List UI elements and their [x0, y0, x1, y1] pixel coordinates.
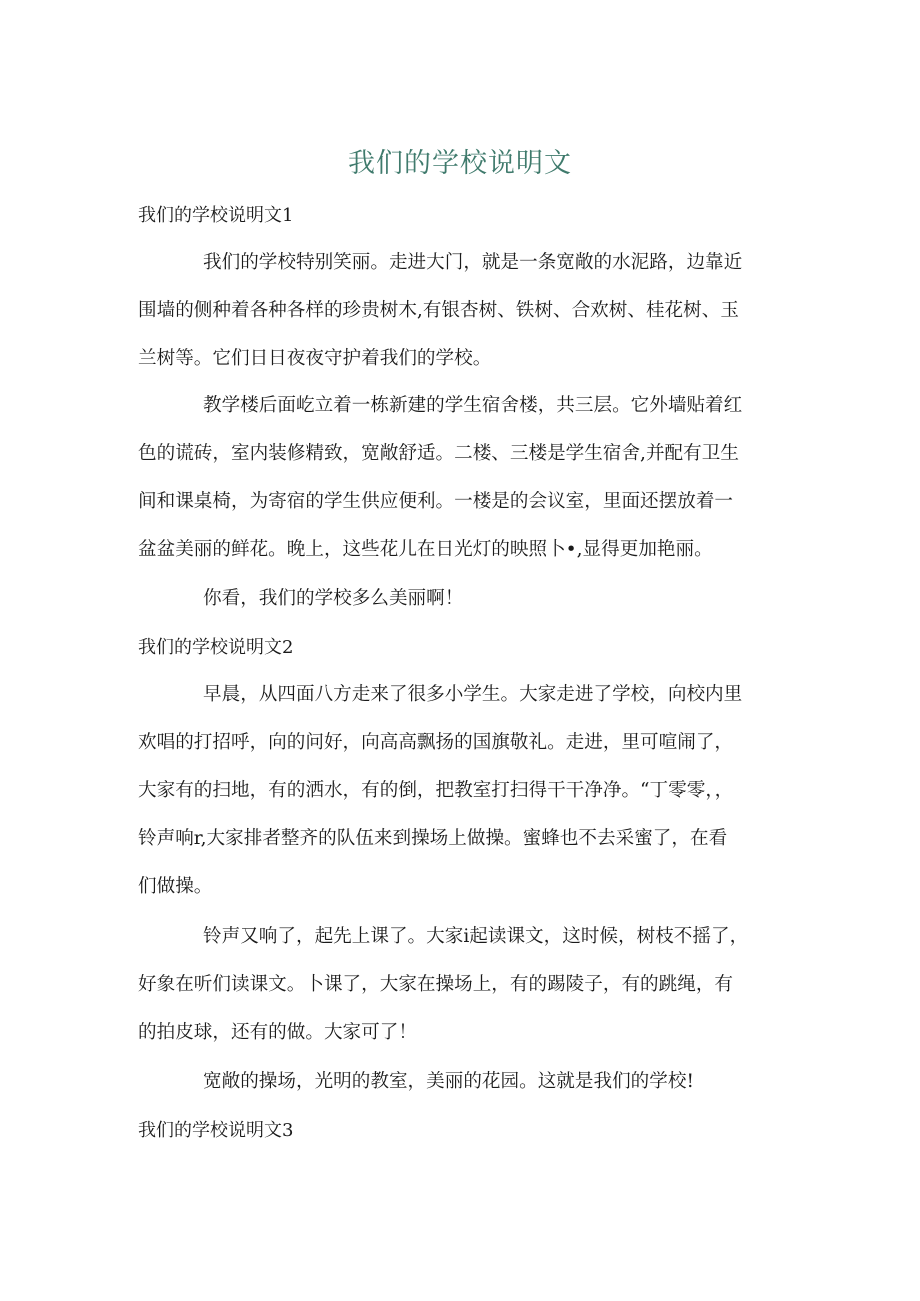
- paragraph-2-3: [138, 1058, 782, 1106]
- section-heading-2: 我们的学校说明文2: [138, 637, 294, 658]
- paragraph-2-2: [138, 913, 782, 1057]
- paragraph-line: 间和课桌椅，为寄宿的学生供应便利。一楼是的会议室，里面还摆放着一: [138, 491, 734, 512]
- paragraph-line: 的拍皮球，还有的做。大家可了！: [138, 1022, 417, 1043]
- paragraph-1-1: [138, 239, 782, 383]
- section-heading-1: 我们的学校说明文1: [138, 205, 294, 226]
- paragraph-line: 我们的学校特别笑丽。走进大门，就是一条宽敞的水泥路，边靠近: [203, 252, 743, 273]
- paragraph-line: 们做操。: [138, 876, 213, 897]
- paragraph-line: 铃声又响了，起先上课了。大家i起读课文，这时候，树枝不摇了，: [203, 926, 749, 947]
- paragraph-2-1: [138, 671, 782, 911]
- paragraph-line: 兰树等。它们日日夜夜守护着我们的学校。: [138, 348, 492, 369]
- paragraph-line: 盆盆美丽的鲜花。晚上，这些花儿在日光灯的映照卜•,显得更加艳丽。: [138, 539, 713, 560]
- paragraph-line: 欢唱的打招呼，向的问好，向高高飘扬的国旗敬礼。走进，里可喧闹了，: [138, 732, 734, 753]
- paragraph-line: 好象在听们读课文。卜课了，大家在操场上，有的踢陵子，有的跳绳，有: [138, 974, 734, 995]
- paragraph-line: 大家有的扫地，有的洒水，有的倒，把教室打扫得干干净净。“丁零零，，: [138, 780, 734, 801]
- section-heading-3: 我们的学校说明文3: [138, 1120, 294, 1141]
- paragraph-line: 铃声响r,大家排者整齐的队伍来到操场上做操。蜜蜂也不去采蜜了，在看: [138, 828, 728, 849]
- paragraph-line: 早晨，从四面八方走来了很多小学生。大家走进了学校，向校内里: [203, 684, 743, 705]
- paragraph-1-2: [138, 382, 782, 574]
- paragraph-line: 围墙的侧种着各种各样的珍贵树木,有银杏树、铁树、合欢树、桂花树、玉: [138, 300, 739, 321]
- paragraph-line: 你看，我们的学校多么美丽啊！: [203, 588, 464, 609]
- document-title: 我们的学校说明文: [348, 148, 572, 179]
- paragraph-line: 色的谎砖，室内装修精致，宽敞舒适。二楼、三楼是学生宿舍,并配有卫生: [138, 443, 739, 464]
- paragraph-1-3: [138, 575, 782, 623]
- paragraph-line: 宽敞的操场，光明的教室，美丽的花园。这就是我们的学校!: [203, 1071, 694, 1092]
- paragraph-line: 教学楼后面屹立着一栋新建的学生宿舍楼，共三层。它外墙贴着红: [203, 395, 743, 416]
